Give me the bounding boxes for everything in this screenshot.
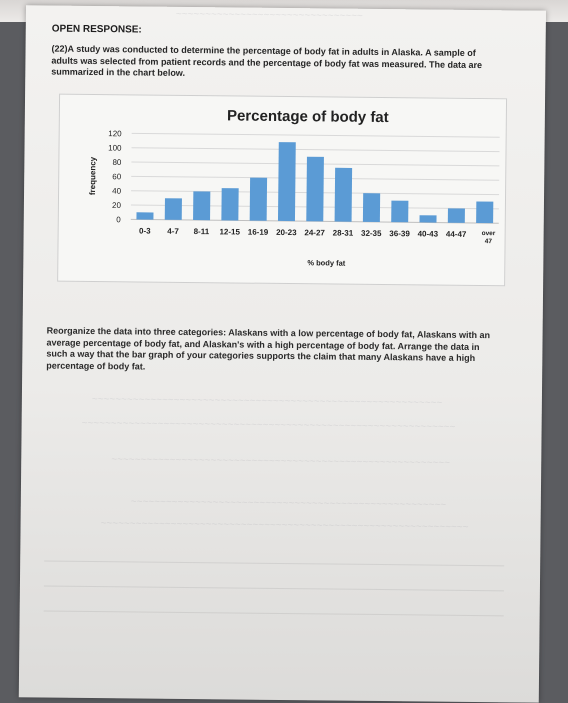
y-tick-label: 80: [112, 157, 122, 167]
x-tick-label: 28-31: [332, 228, 354, 238]
chart-canvas: [58, 95, 506, 286]
y-axis-label: frequency: [88, 156, 98, 196]
bar-20-23: [278, 142, 296, 221]
bar-8-11: [193, 191, 210, 220]
bleed-through-text: ~~~~~~~~~~~~~~~~~~~~~~~~~~~~~~~~~~~~~~~~~~~~~~~~~~~~~~~~~~~~: [91, 393, 443, 409]
faint-line: [44, 610, 504, 616]
chart-title: Percentage of body fat: [226, 107, 389, 127]
bar-40-43: [420, 215, 437, 222]
gridline: [132, 148, 500, 152]
gridline: [132, 133, 500, 137]
bar-0-3: [136, 212, 153, 219]
y-tick-label: 20: [111, 200, 121, 210]
x-tick-label: 32-35: [360, 228, 382, 239]
question-text: (22)A study was conducted to determine the percentage of body fat in adults in Alaska. A sample of adults was selected from patient records and the percentage of body fat was measured. The data are summarized in the chart below.: [51, 43, 483, 78]
question-heading: OPEN RESPONSE:: [51, 23, 142, 36]
bleed-through-text: ~~~~~~~~~~~~~~~~~~~~~~~~~~~~~~~~~~~~~~~~~~~~~~~~~~~~~~~~~~~~~~~~: [81, 417, 456, 433]
faint-line: [44, 585, 504, 591]
worksheet-page: [19, 5, 546, 702]
y-tick-label: 60: [112, 172, 122, 182]
bar-over-47: [476, 202, 493, 224]
task-prompt: Reorganize the data into three categories: Alaskans with a low percentage of body fat, Alaskans with an average percentage of body fat, and Alaskan's with a high percentage of body fat. Arrange the data in such a way that the bar graph of your categories supports the claim that many Alaskans have a high percentage of body fat.: [46, 325, 491, 372]
bar-16-19: [250, 178, 267, 221]
bleed-through-text: ~~~~~~~~~~~~~~~~~~~~~~~~~~~~~~~~~~~~~~~~~~~~~~~~~~~~~~~~~~~~~~~: [100, 518, 469, 533]
bar-28-31: [335, 168, 353, 222]
x-tick-label: 0-3: [138, 226, 151, 236]
x-tick-label: 8-11: [193, 227, 210, 237]
faint-line: [44, 560, 504, 566]
x-tick-label: 12-15: [219, 227, 241, 237]
x-tick-label: 44-47: [445, 229, 467, 239]
bar-44-47: [448, 208, 465, 223]
x-tick-label: 24-27: [304, 228, 325, 238]
bar-12-15: [221, 188, 238, 220]
bar-4-7: [165, 198, 182, 220]
x-axis-label: % body fat: [307, 258, 346, 268]
y-tick-label: 100: [108, 143, 122, 153]
y-tick-label: 120: [108, 129, 122, 139]
x-tick-label: over47: [481, 230, 496, 246]
body-fat-chart: [57, 94, 507, 287]
x-tick-label: 16-19: [247, 227, 269, 237]
bar-32-35: [363, 193, 380, 222]
bleed-through-text: ~~~~~~~~~~~~~~~~~~~~~~~~~~~~~~~~: [175, 8, 363, 22]
x-tick-label: 36-39: [389, 229, 410, 239]
x-tick-label: 4-7: [167, 226, 179, 236]
bleed-through-text: ~~~~~~~~~~~~~~~~~~~~~~~~~~~~~~~~~~~~~~~~~~~~~~~~~~~~~~~~~~: [111, 454, 451, 469]
bar-36-39: [391, 201, 408, 223]
bar-24-27: [306, 157, 324, 222]
y-tick-label: 40: [112, 186, 122, 196]
y-tick-label: 0: [116, 215, 121, 225]
bleed-through-text: ~~~~~~~~~~~~~~~~~~~~~~~~~~~~~~~~~~~~~~~~~~~~~~~~~~~~~~: [130, 496, 447, 511]
x-tick-label: 40-43: [417, 229, 439, 239]
x-tick-label: 20-23: [276, 227, 297, 238]
